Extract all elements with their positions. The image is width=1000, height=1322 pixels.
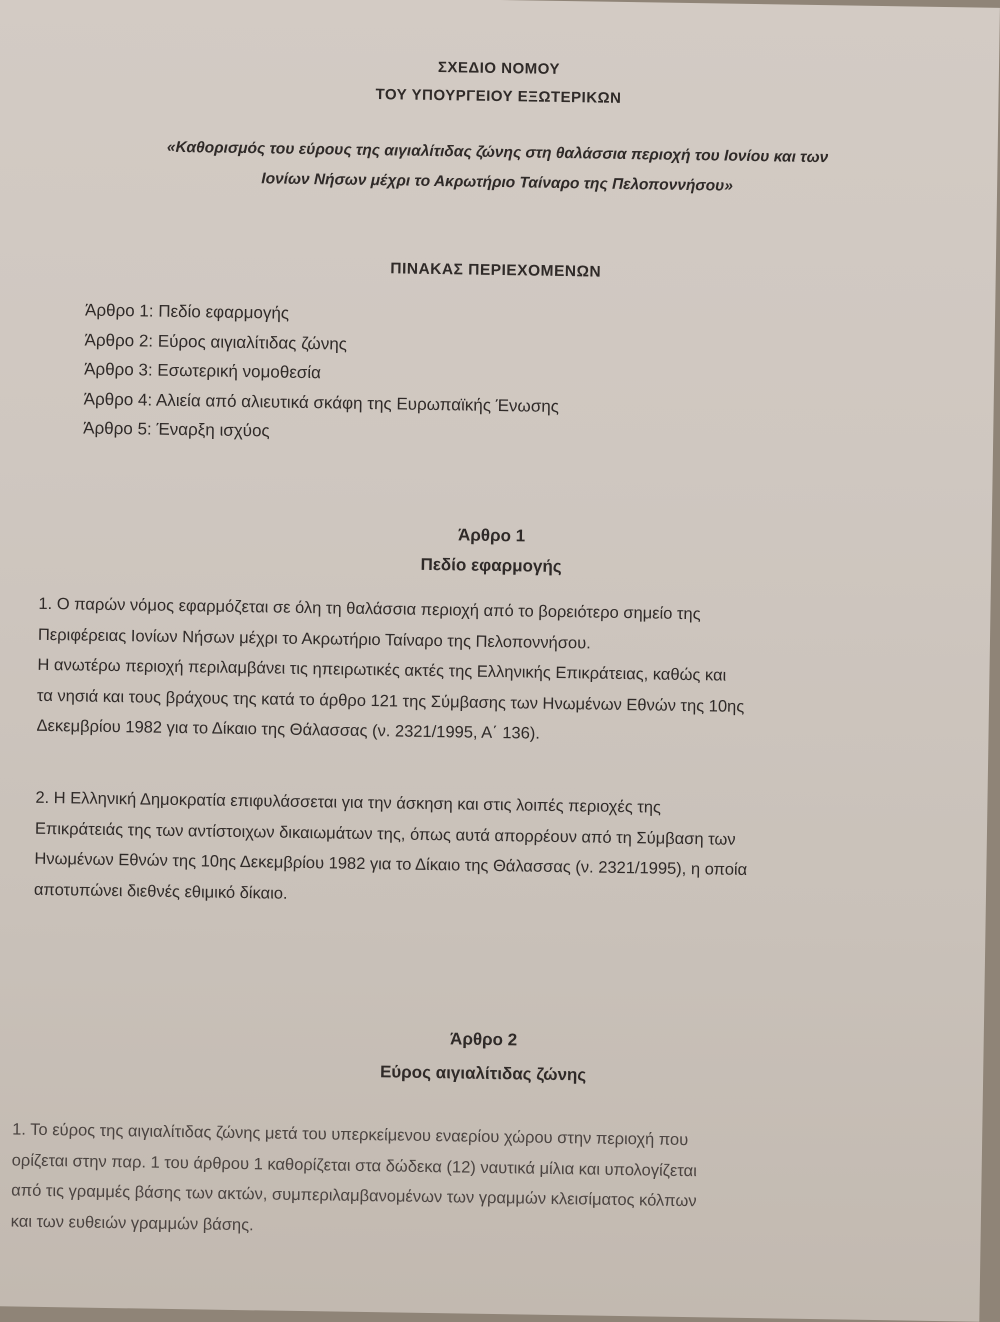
bill-title-line1: «Καθορισμός του εύρους της αιγιαλίτιδας ζώνης στη θαλάσσια περιοχή του Ιονίου και των [166, 138, 829, 167]
table-of-contents [83, 296, 561, 451]
document-header-line2: ΤΟΥ ΥΠΟΥΡΓΕΙΟΥ ΕΞΩΤΕΡΙΚΩΝ [375, 86, 622, 107]
article-1-number: Άρθρο 1 [457, 525, 526, 546]
paragraph-line: 1. Το εύρος της αιγιαλίτιδας ζώνης μετά του υπερκείμενου εναερίου χώρου στην περιοχή που [12, 1120, 689, 1150]
toc-item-article-3: Άρθρο 3: Εσωτερική νομοθεσία [84, 359, 322, 383]
toc-heading: ΠΙΝΑΚΑΣ ΠΕΡΙΕΧΟΜΕΝΩΝ [390, 260, 602, 281]
article-2-title: Εύρος αιγιαλίτιδας ζώνης [379, 1062, 587, 1085]
paragraph-line: και των ευθειών γραμμών βάσης. [10, 1211, 254, 1234]
toc-item-article-5: Άρθρο 5: Έναρξη ισχύος [83, 418, 270, 441]
article-2-paragraph-1 [11, 1114, 901, 1250]
paragraph-line: από τις γραμμές βάσης των ακτών, συμπεριλαμβανομένων των γραμμών κλεισίματος κόλπων [11, 1181, 697, 1211]
paragraph-line: Ηνωμένων Εθνών της 10ης Δεκεμβρίου 1982 για το Δίκαιο της Θάλασσας (ν. 2321/1995), η οποία [34, 849, 748, 879]
paragraph-line: 2. Η Ελληνική Δημοκρατία επιφυλάσσεται για την άσκηση και στις λοιπές περιοχές της [35, 788, 662, 817]
paragraph-line: Περιφέρειας Ιονίων Νήσων μέχρι το Ακρωτήριο Ταίναρο της Πελοποννήσου. [37, 625, 591, 653]
toc-item-article-2: Άρθρο 2: Εύρος αιγιαλίτιδας ζώνης [84, 330, 348, 354]
article-1-paragraph-1 [36, 589, 908, 755]
paragraph-line: Η ανωτέρω περιοχή περιλαμβάνει τις ηπειρωτικές ακτές της Ελληνικής Επικράτειας, καθώς και [37, 655, 727, 685]
toc-item-article-4: Άρθρο 4: Αλιεία από αλιευτικά σκάφη της Ευρωπαϊκής Ένωσης [83, 389, 560, 416]
toc-item-article-1: Άρθρο 1: Πεδίο εφαρμογής [84, 300, 290, 323]
paragraph-line: Επικράτειάς της των αντίστοιχων δικαιωμάτων της, όπως αυτά απορρέουν από τη Σύμβαση των [34, 819, 736, 849]
document-header-line1: ΣΧΕΔΙΟ ΝΟΜΟΥ [437, 59, 561, 78]
paragraph-line: 1. Ο παρών νόμος εφαρμόζεται σε όλη τη θαλάσσια περιοχή από το βορειότερο σημείο της [38, 594, 701, 624]
paragraph-line: ορίζεται στην παρ. 1 του άρθρου 1 καθορίζεται στα δώδεκα (12) ναυτικά μίλια και υπολογίζεται [11, 1150, 697, 1180]
paragraph-line: αποτυπώνει διεθνές εθιμικό δίκαιο. [33, 880, 288, 903]
paragraph-line: τα νησιά και τους βράχους της κατά το άρθρο 121 της Σύμβασης των Ηνωμένων Εθνών της 10ης [36, 686, 745, 716]
article-1-title: Πεδίο εφαρμογής [420, 554, 562, 577]
paragraph-line: Δεκεμβρίου 1982 για το Δίκαιο της Θάλασσας (ν. 2321/1995, Α΄ 136). [36, 716, 541, 743]
article-2-number: Άρθρο 2 [449, 1029, 518, 1050]
bill-title-line2: Ιονίων Νήσων μέχρι το Ακρωτήριο Ταίναρο της Πελοποννήσου» [261, 170, 734, 195]
article-1-paragraph-2 [34, 783, 906, 919]
